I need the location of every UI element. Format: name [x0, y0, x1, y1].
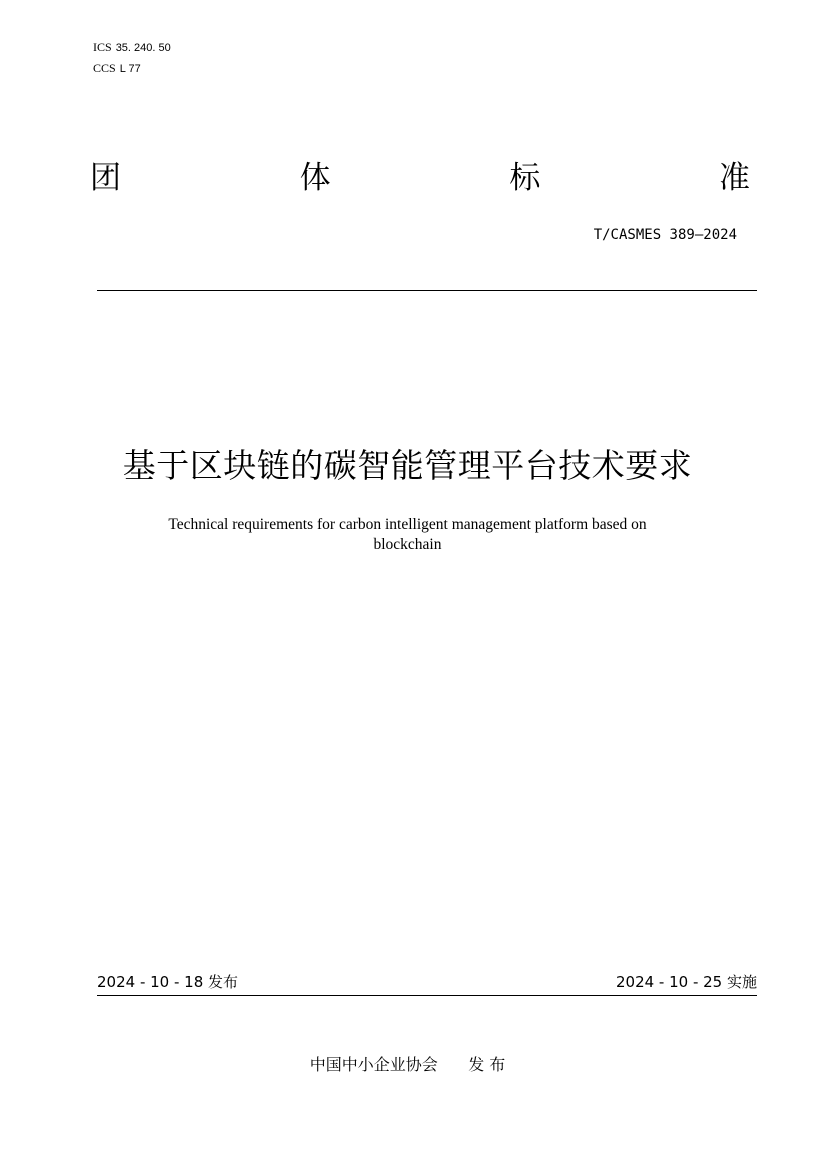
ics-label: ICS	[93, 40, 112, 54]
standard-type-char: 标	[509, 160, 541, 196]
standard-type-char: 体	[299, 160, 331, 196]
ics-value: 35. 240. 50	[115, 42, 171, 54]
title-english-line: blockchain	[373, 536, 442, 553]
standard-code: T/CASMES 389—2024	[593, 227, 737, 243]
standard-type-heading	[90, 158, 750, 202]
document-title-english	[120, 515, 695, 555]
standard-type-char: 团	[90, 160, 121, 196]
ccs-value: L 77	[119, 63, 141, 75]
date-row	[97, 972, 757, 992]
publisher-line	[0, 1055, 815, 1075]
title-english-line: Technical requirements for carbon intelligent management platform based on	[168, 516, 647, 533]
bottom-divider	[97, 995, 757, 996]
ics-code	[93, 40, 171, 55]
ccs-code	[93, 61, 141, 76]
publisher-action: 发 布	[468, 1055, 506, 1074]
ccs-label: CCS	[93, 61, 116, 75]
document-title-chinese: 基于区块链的碳智能管理平台技术要求	[122, 446, 693, 485]
issue-date: 2024 - 10 - 18 发布	[97, 973, 239, 991]
top-divider	[97, 290, 757, 291]
publisher-name: 中国中小企业协会	[309, 1055, 438, 1074]
implementation-date: 2024 - 10 - 25 实施	[615, 973, 757, 991]
standard-type-char: 准	[718, 160, 750, 196]
